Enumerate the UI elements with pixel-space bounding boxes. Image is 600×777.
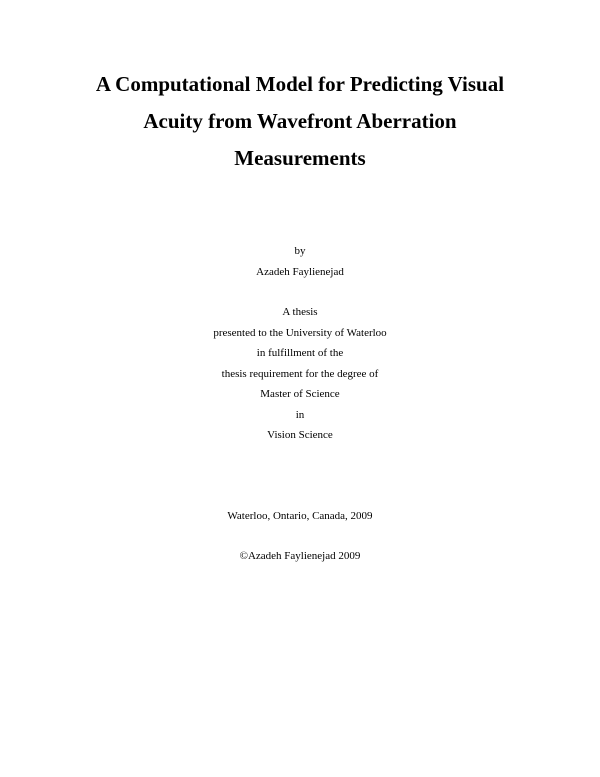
by-label: by	[294, 245, 306, 257]
thesis-line-1: A thesis	[282, 306, 318, 318]
author-name: Azadeh Faylienejad	[256, 265, 344, 278]
place-date-block	[0, 506, 600, 527]
copyright-notice: ©Azadeh Faylienejad 2009	[239, 550, 361, 562]
thesis-statement	[0, 302, 600, 446]
title-line-1: A Computational Model for Predicting Visual	[95, 72, 505, 96]
title-line-3: Measurements	[234, 146, 366, 170]
author-block	[0, 241, 600, 282]
thesis-line-4: thesis requirement for the degree of	[221, 367, 379, 380]
thesis-line-7: Vision Science	[267, 429, 333, 441]
copyright-block	[0, 546, 600, 567]
thesis-title	[0, 66, 600, 177]
place-date: Waterloo, Ontario, Canada, 2009	[227, 510, 373, 522]
title-line-2: Acuity from Wavefront Aberration	[143, 109, 457, 133]
thesis-line-2: presented to the University of Waterloo	[213, 326, 387, 339]
thesis-line-3: in fulfillment of the	[256, 347, 344, 359]
thesis-line-5: Master of Science	[260, 388, 340, 400]
thesis-line-6: in	[295, 408, 305, 421]
